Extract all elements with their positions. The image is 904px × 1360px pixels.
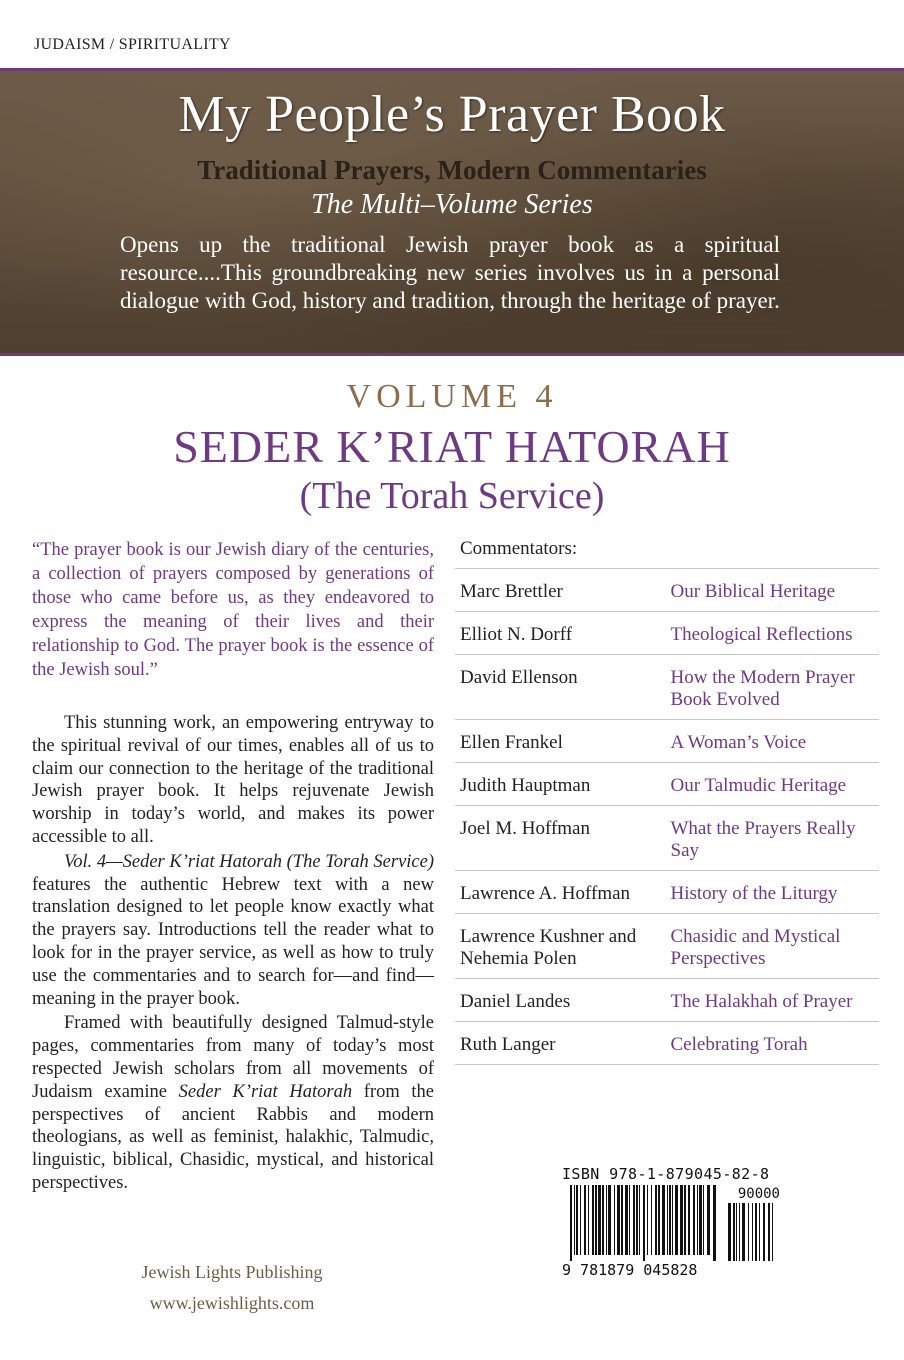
- barcode-bar: [680, 1185, 683, 1255]
- commentator-row: [455, 979, 879, 1022]
- barcode-addon-bar: [742, 1203, 745, 1261]
- commentator-name: Daniel Landes: [460, 991, 571, 1012]
- publisher-name: Jewish Lights Publishing: [141, 1262, 323, 1282]
- paragraph-text: features the authentic Hebrew text with a new translation designed to let people know exactly what the prayers say. Introductions tell the reader what to look for in the prayer service, as well as how to truly use the commentaries and to search for—and find—meaning in the prayer book.: [32, 874, 434, 1009]
- commentator-topic: What the Prayers Really Say: [670, 818, 856, 861]
- barcode-bar: [629, 1185, 630, 1255]
- barcode-bar: [608, 1185, 611, 1255]
- series-title: My People’s Prayer Book: [178, 86, 726, 143]
- volume-title-italic: Seder K’riat Hatorah: [178, 1081, 353, 1102]
- barcode-addon-bar: [755, 1203, 757, 1261]
- barcode-bar: [647, 1185, 648, 1255]
- barcode-bar: [688, 1185, 690, 1255]
- barcode-addon-bar: [748, 1203, 749, 1261]
- barcode-bar: [617, 1185, 620, 1255]
- commentator-topic: History of the Liturgy: [670, 883, 838, 904]
- commentator-topic: How the Modern Prayer Book Evolved: [670, 667, 855, 710]
- commentator-topic: Chasidic and Mystical Perspectives: [670, 926, 841, 969]
- commentator-topic: Celebrating Torah: [670, 1034, 808, 1055]
- commentator-topic: A Woman’s Voice: [670, 732, 807, 753]
- isbn-barcode: [562, 1165, 780, 1283]
- description-paragraph: This stunning work, an empowering entryway to the spiritual revival of our times, enables all of us to claim our connection to the heritage of the traditional Jewish prayer book. It helps rejuvenate Jewish worship in today’s world, and makes its power accessible to all.: [32, 713, 434, 847]
- commentator-row: [455, 806, 879, 871]
- commentator-row: [455, 720, 879, 763]
- commentator-row: [455, 612, 879, 655]
- barcode-addon-bar: [759, 1203, 760, 1261]
- isbn-number: ISBN 978-1-879045-82-8: [562, 1165, 770, 1183]
- description-body: [32, 712, 434, 1195]
- barcode-bar: [667, 1185, 668, 1255]
- volume-subtitle: (The Torah Service): [299, 475, 605, 517]
- barcode-addon-bar: [739, 1203, 740, 1261]
- barcode-bar: [580, 1185, 581, 1255]
- barcode-bar: [699, 1185, 702, 1255]
- commentator-row: [455, 569, 879, 612]
- barcode-bar: [639, 1185, 640, 1255]
- commentators-header: Commentators:: [460, 538, 578, 559]
- banner-blurb: Opens up the traditional Jewish prayer book as a spiritual resource....This groundbreaking new series involves us in a personal dialogue with God, history and tradition, through the heritage of prayer.: [120, 232, 780, 313]
- commentator-name: David Ellenson: [460, 667, 578, 688]
- commentators-table: [455, 568, 879, 1065]
- commentator-row: [455, 914, 879, 979]
- description-paragraph: [32, 851, 434, 1011]
- paragraph-text: Framed with beautifully designed Talmud-style pages, commentaries from many of today’s most respected Jewish scholars from all movements of Judaism examine: [32, 1013, 434, 1102]
- commentator-row: [455, 1022, 879, 1065]
- barcode-bar: [658, 1185, 660, 1255]
- volume-label: VOLUME 4: [346, 378, 558, 415]
- volume-title: SEDER K’RIAT HATORAH: [173, 421, 731, 472]
- barcode-bar: [693, 1185, 695, 1255]
- commentator-name: Ellen Frankel: [460, 732, 563, 753]
- barcode-bar: [655, 1185, 657, 1255]
- commentator-name: Judith Hauptman: [460, 775, 591, 796]
- barcode-addon-bar: [736, 1203, 737, 1261]
- commentator-topic: Our Talmudic Heritage: [670, 775, 847, 796]
- barcode-bar: [570, 1185, 572, 1261]
- barcode-bar: [621, 1185, 623, 1255]
- barcode-bar: [643, 1185, 645, 1261]
- barcode-bar: [662, 1185, 665, 1255]
- barcode-bar: [633, 1185, 635, 1255]
- commentator-name: Lawrence A. Hoffman: [460, 883, 631, 904]
- barcode-bar: [703, 1185, 704, 1255]
- pull-quote: “The prayer book is our Jewish diary of the centuries, a collection of prayers composed by generations of those who came before us, as they endeavored to express the meaning of their lives and their relationship to God. The prayer book is the essence of the Jewish soul.”: [32, 540, 434, 680]
- barcode-bar: [595, 1185, 597, 1255]
- description-paragraph: [32, 1012, 434, 1194]
- commentator-name: Joel M. Hoffman: [460, 818, 590, 839]
- barcode-bar: [684, 1185, 686, 1255]
- barcode-addon-bar: [728, 1203, 731, 1261]
- barcode-bar: [675, 1185, 678, 1255]
- publisher-website: www.jewishlights.com: [149, 1293, 315, 1313]
- commentator-row: [455, 871, 879, 914]
- commentator-topic: The Halakhah of Prayer: [670, 991, 853, 1012]
- series-subtitle: Traditional Prayers, Modern Commentaries: [197, 155, 707, 185]
- commentator-name: Elliot N. Dorff: [460, 624, 573, 645]
- barcode-addon-bar: [752, 1203, 753, 1261]
- paragraph-text: from the perspectives of ancient Rabbis and modern theologians, as well as feminist, halakhic, Talmudic, linguistic, biblical, Chasidic, mystical, and historical perspectives.: [32, 1081, 434, 1193]
- commentator-topic: Theological Reflections: [670, 624, 853, 645]
- barcode-bar: [707, 1185, 710, 1255]
- barcode-addon-bar: [768, 1203, 770, 1261]
- barcode-bar: [636, 1185, 638, 1255]
- commentator-name: Ruth Langer: [460, 1034, 556, 1055]
- barcode-bar: [584, 1185, 586, 1255]
- barcode-bar: [672, 1185, 673, 1255]
- barcode-addon: 90000: [737, 1186, 780, 1202]
- commentator-row: [455, 655, 879, 720]
- commentator-name: Marc Brettler: [460, 581, 563, 602]
- barcode-digits: 9 781879 045828: [562, 1261, 698, 1279]
- barcode-bar: [606, 1185, 607, 1255]
- barcode-bar: [651, 1185, 652, 1255]
- barcode-bar: [614, 1185, 615, 1255]
- commentator-name: Lawrence Kushner and Nehemia Polen: [460, 926, 637, 969]
- barcode-bar: [574, 1185, 575, 1255]
- barcode-bar: [697, 1185, 698, 1255]
- barcode-bar: [602, 1185, 604, 1255]
- barcode-bar: [625, 1185, 628, 1255]
- volume-title-italic: Vol. 4—Seder K’riat Hatorah (The Torah Service): [64, 851, 434, 872]
- barcode-addon-bar: [772, 1203, 773, 1261]
- barcode-addon-bar: [763, 1203, 765, 1261]
- series-label: The Multi–Volume Series: [311, 189, 593, 220]
- barcode-bar: [592, 1185, 594, 1255]
- commentator-row: [455, 763, 879, 806]
- barcode-bar: [588, 1185, 589, 1255]
- commentator-topic: Our Biblical Heritage: [670, 581, 836, 602]
- barcode-bar: [598, 1185, 601, 1255]
- barcode-bar: [713, 1185, 716, 1261]
- barcode-bar: [576, 1185, 578, 1255]
- barcode-addon-bar: [733, 1203, 735, 1261]
- header-banner: [0, 68, 904, 356]
- barcode-bar: [669, 1185, 671, 1255]
- category-label: JUDAISM / SPIRITUALITY: [34, 36, 231, 53]
